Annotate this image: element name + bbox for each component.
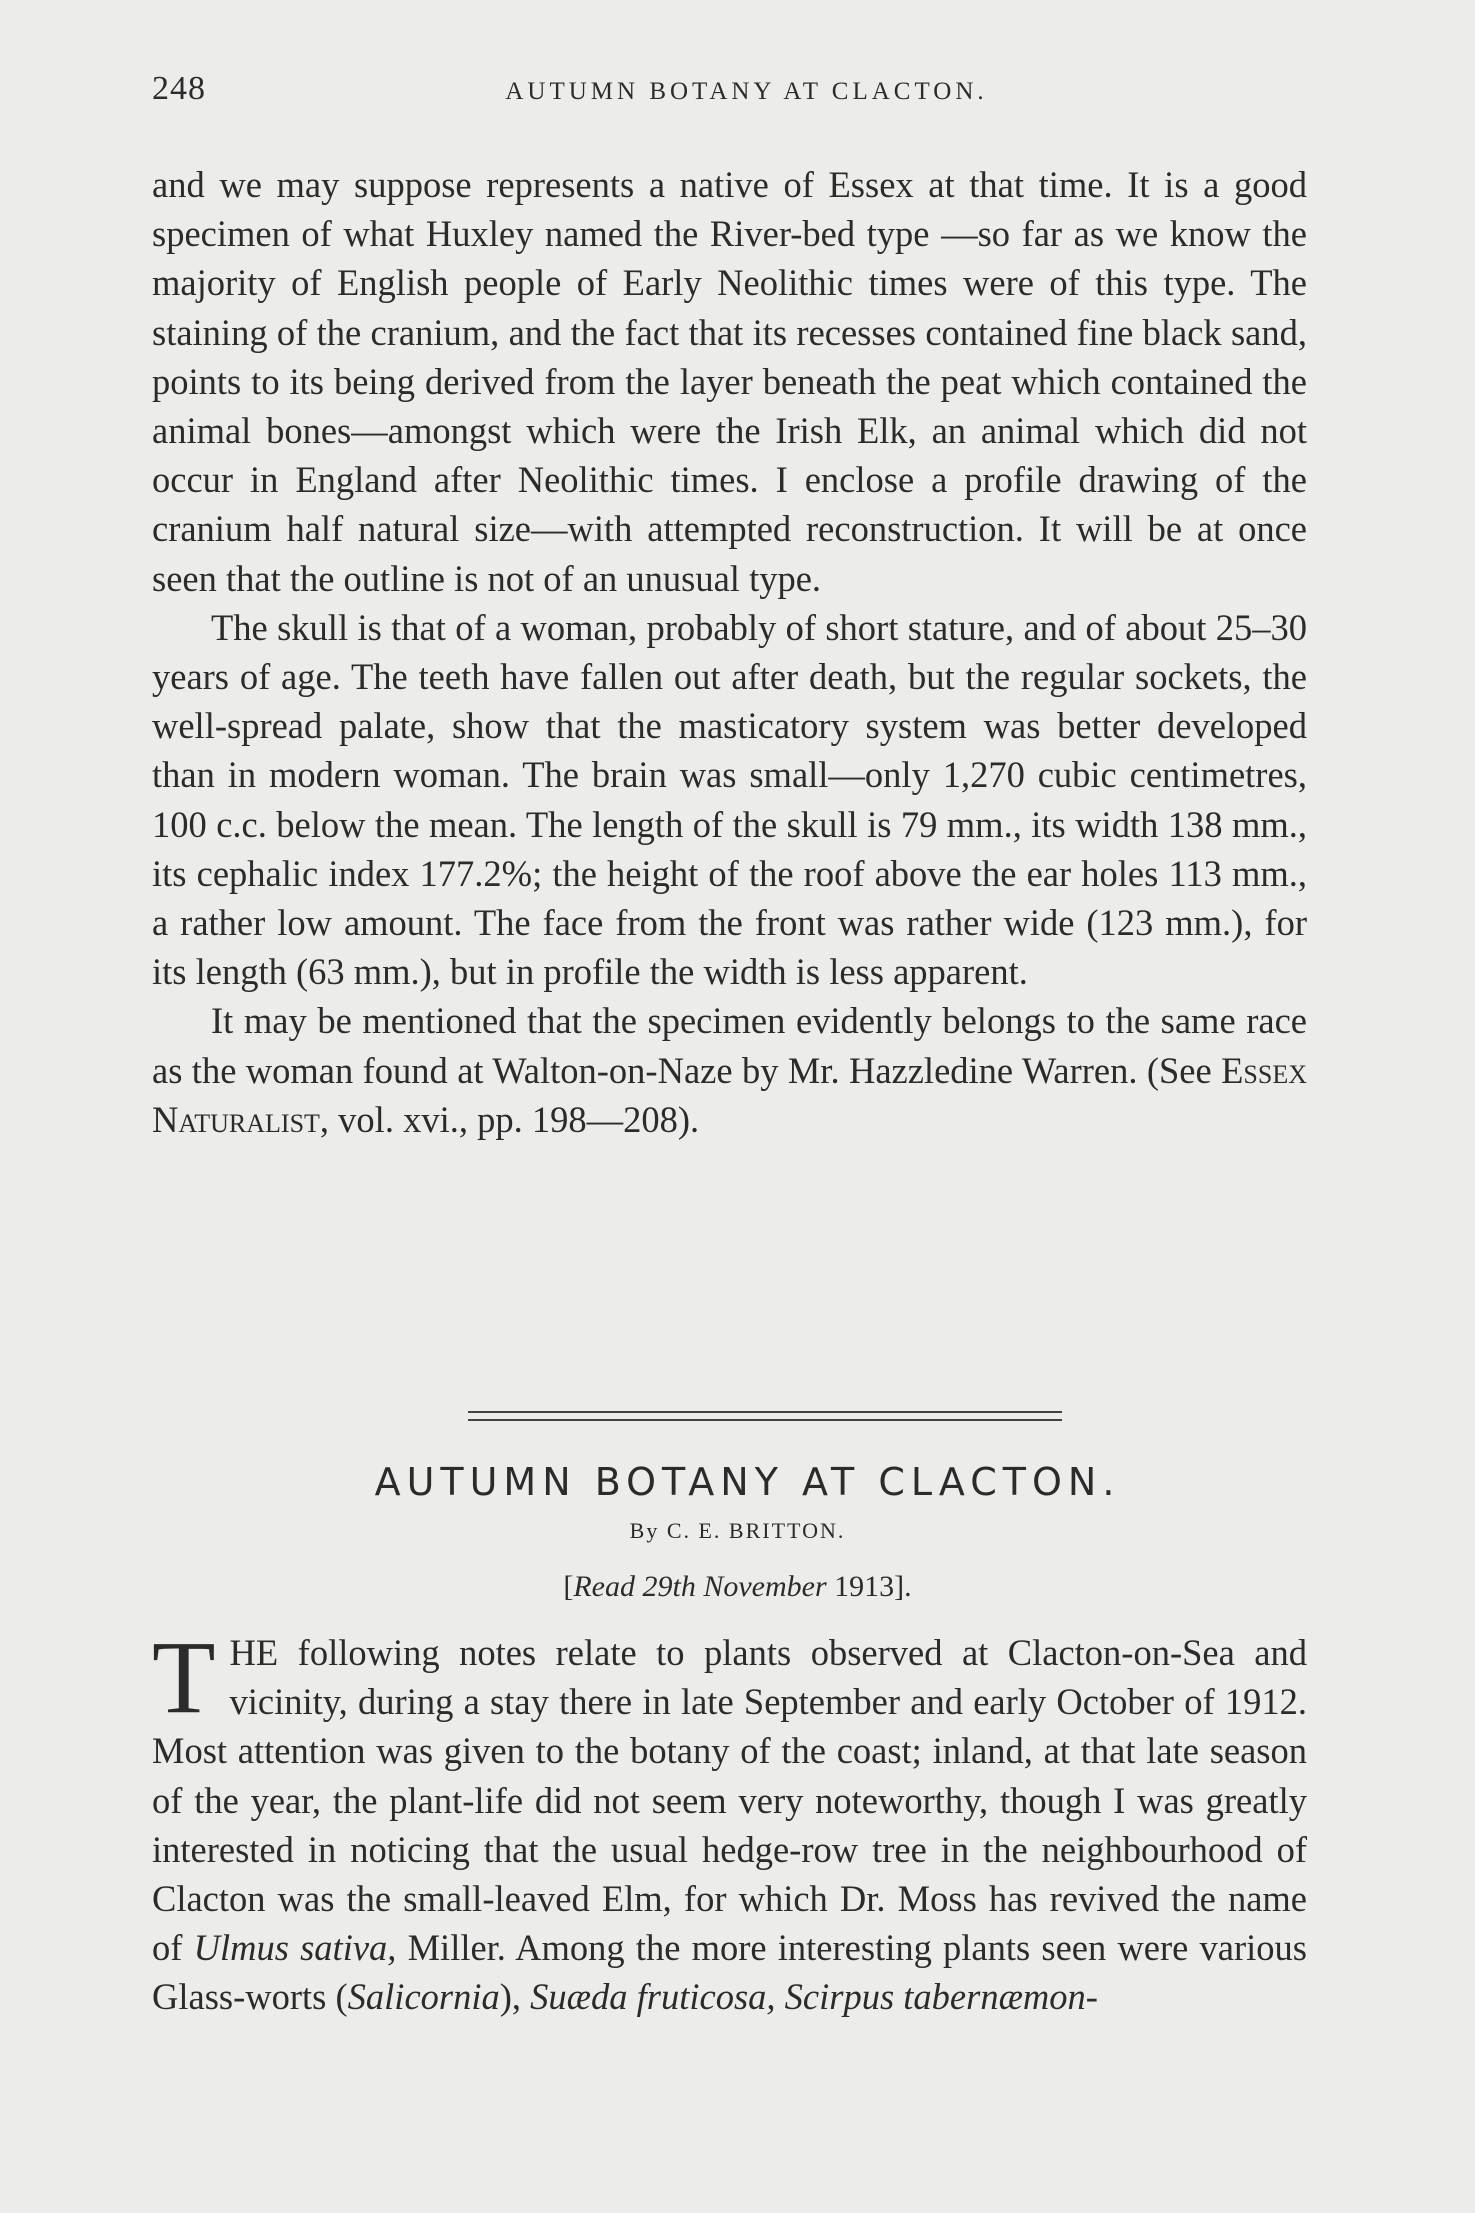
- species-name: Suæda fruticosa, Scirpus tabernæmon-: [530, 1976, 1098, 2018]
- drop-cap: T: [152, 1620, 216, 1735]
- read-date-note: [0, 1570, 1475, 1604]
- paragraph: and we may suppose represents a native of Essex at that time. It is a good specimen of what Huxley named the River-bed type —so far as we know the majority of English people of Early Neolithic times were of this type. The staining of the cranium, and the fact that its recesses contained fine black sand, points to its being derived from the layer beneath the peat which contained the animal bones—amongst which were the Irish Elk, an animal which did not occur in England after Neolithic times. I enclose a profile drawing of the cranium half natural size—with attempted reconstruction. It will be at once seen that the outline is not of an unusual type.: [152, 164, 1307, 599]
- species-name: Ulmus sativa,: [193, 1927, 397, 1969]
- read-note-bracket: [: [563, 1570, 574, 1603]
- paragraph-text: It may be mentioned that the specimen evidently belongs to the same race as the woman found at Walton-on-Naze by Mr. Hazzledine Warren. (See: [152, 1000, 1307, 1091]
- paragraph: [152, 996, 1307, 1144]
- paragraph-text: Miller. Among the more interesting plants seen were various Glass-worts (: [152, 1927, 1307, 2018]
- journal-name: Essex Naturalist: [152, 1049, 1307, 1140]
- page-header: [0, 70, 1475, 120]
- page-number: 248: [152, 70, 206, 107]
- article-title: AUTUMN BOTANY AT CLACTON.: [374, 1460, 1121, 1504]
- species-name: Salicornia: [347, 1976, 500, 2018]
- paragraph: The skull is that of a woman, probably of short stature, and of about 25–30 years of age. The teeth have fallen out after death, but the regular sockets, the well-spread palate, show that the masticatory system was better developed than in modern woman. The brain was small—only 1,270 cubic centimetres, 100 c.c. below the mean. The length of the skull is 79 mm., its width 138 mm., its cephalic index 177.2%; the height of the roof above the ear holes 113 mm., a rather low amount. The face from the front was rather wide (123 mm.), for its length (63 mm.), but in profile the width is less apparent.: [152, 606, 1307, 993]
- continued-text: [152, 160, 1307, 1144]
- article-body: [152, 1620, 1307, 2022]
- section-divider: [468, 1411, 1062, 1421]
- running-title: AUTUMN BOTANY AT CLACTON.: [505, 78, 988, 105]
- read-note-year: 1913].: [826, 1570, 912, 1603]
- paragraph-text: ),: [499, 1976, 531, 2018]
- byline: By C. E. BRITTON.: [629, 1518, 846, 1543]
- paragraph: [152, 1620, 1307, 2022]
- paragraph-text: HE following notes relate to plants observed at Clacton-on-Sea and vicinity, during a stay there in late September and early October of 1912. Most attention was given to the botany of the coast; inland, at that late season of the year, the plant-life did not seem very noteworthy, though I was greatly interested in noticing that the usual hedge-row tree in the neighbourhood of Clacton was the small-leaved Elm, for which Dr. Moss has revived the name of: [152, 1632, 1307, 1969]
- paragraph-text: , vol. xvi., pp. 198—208).: [319, 1098, 700, 1140]
- read-note-date: Read 29th November: [573, 1570, 827, 1603]
